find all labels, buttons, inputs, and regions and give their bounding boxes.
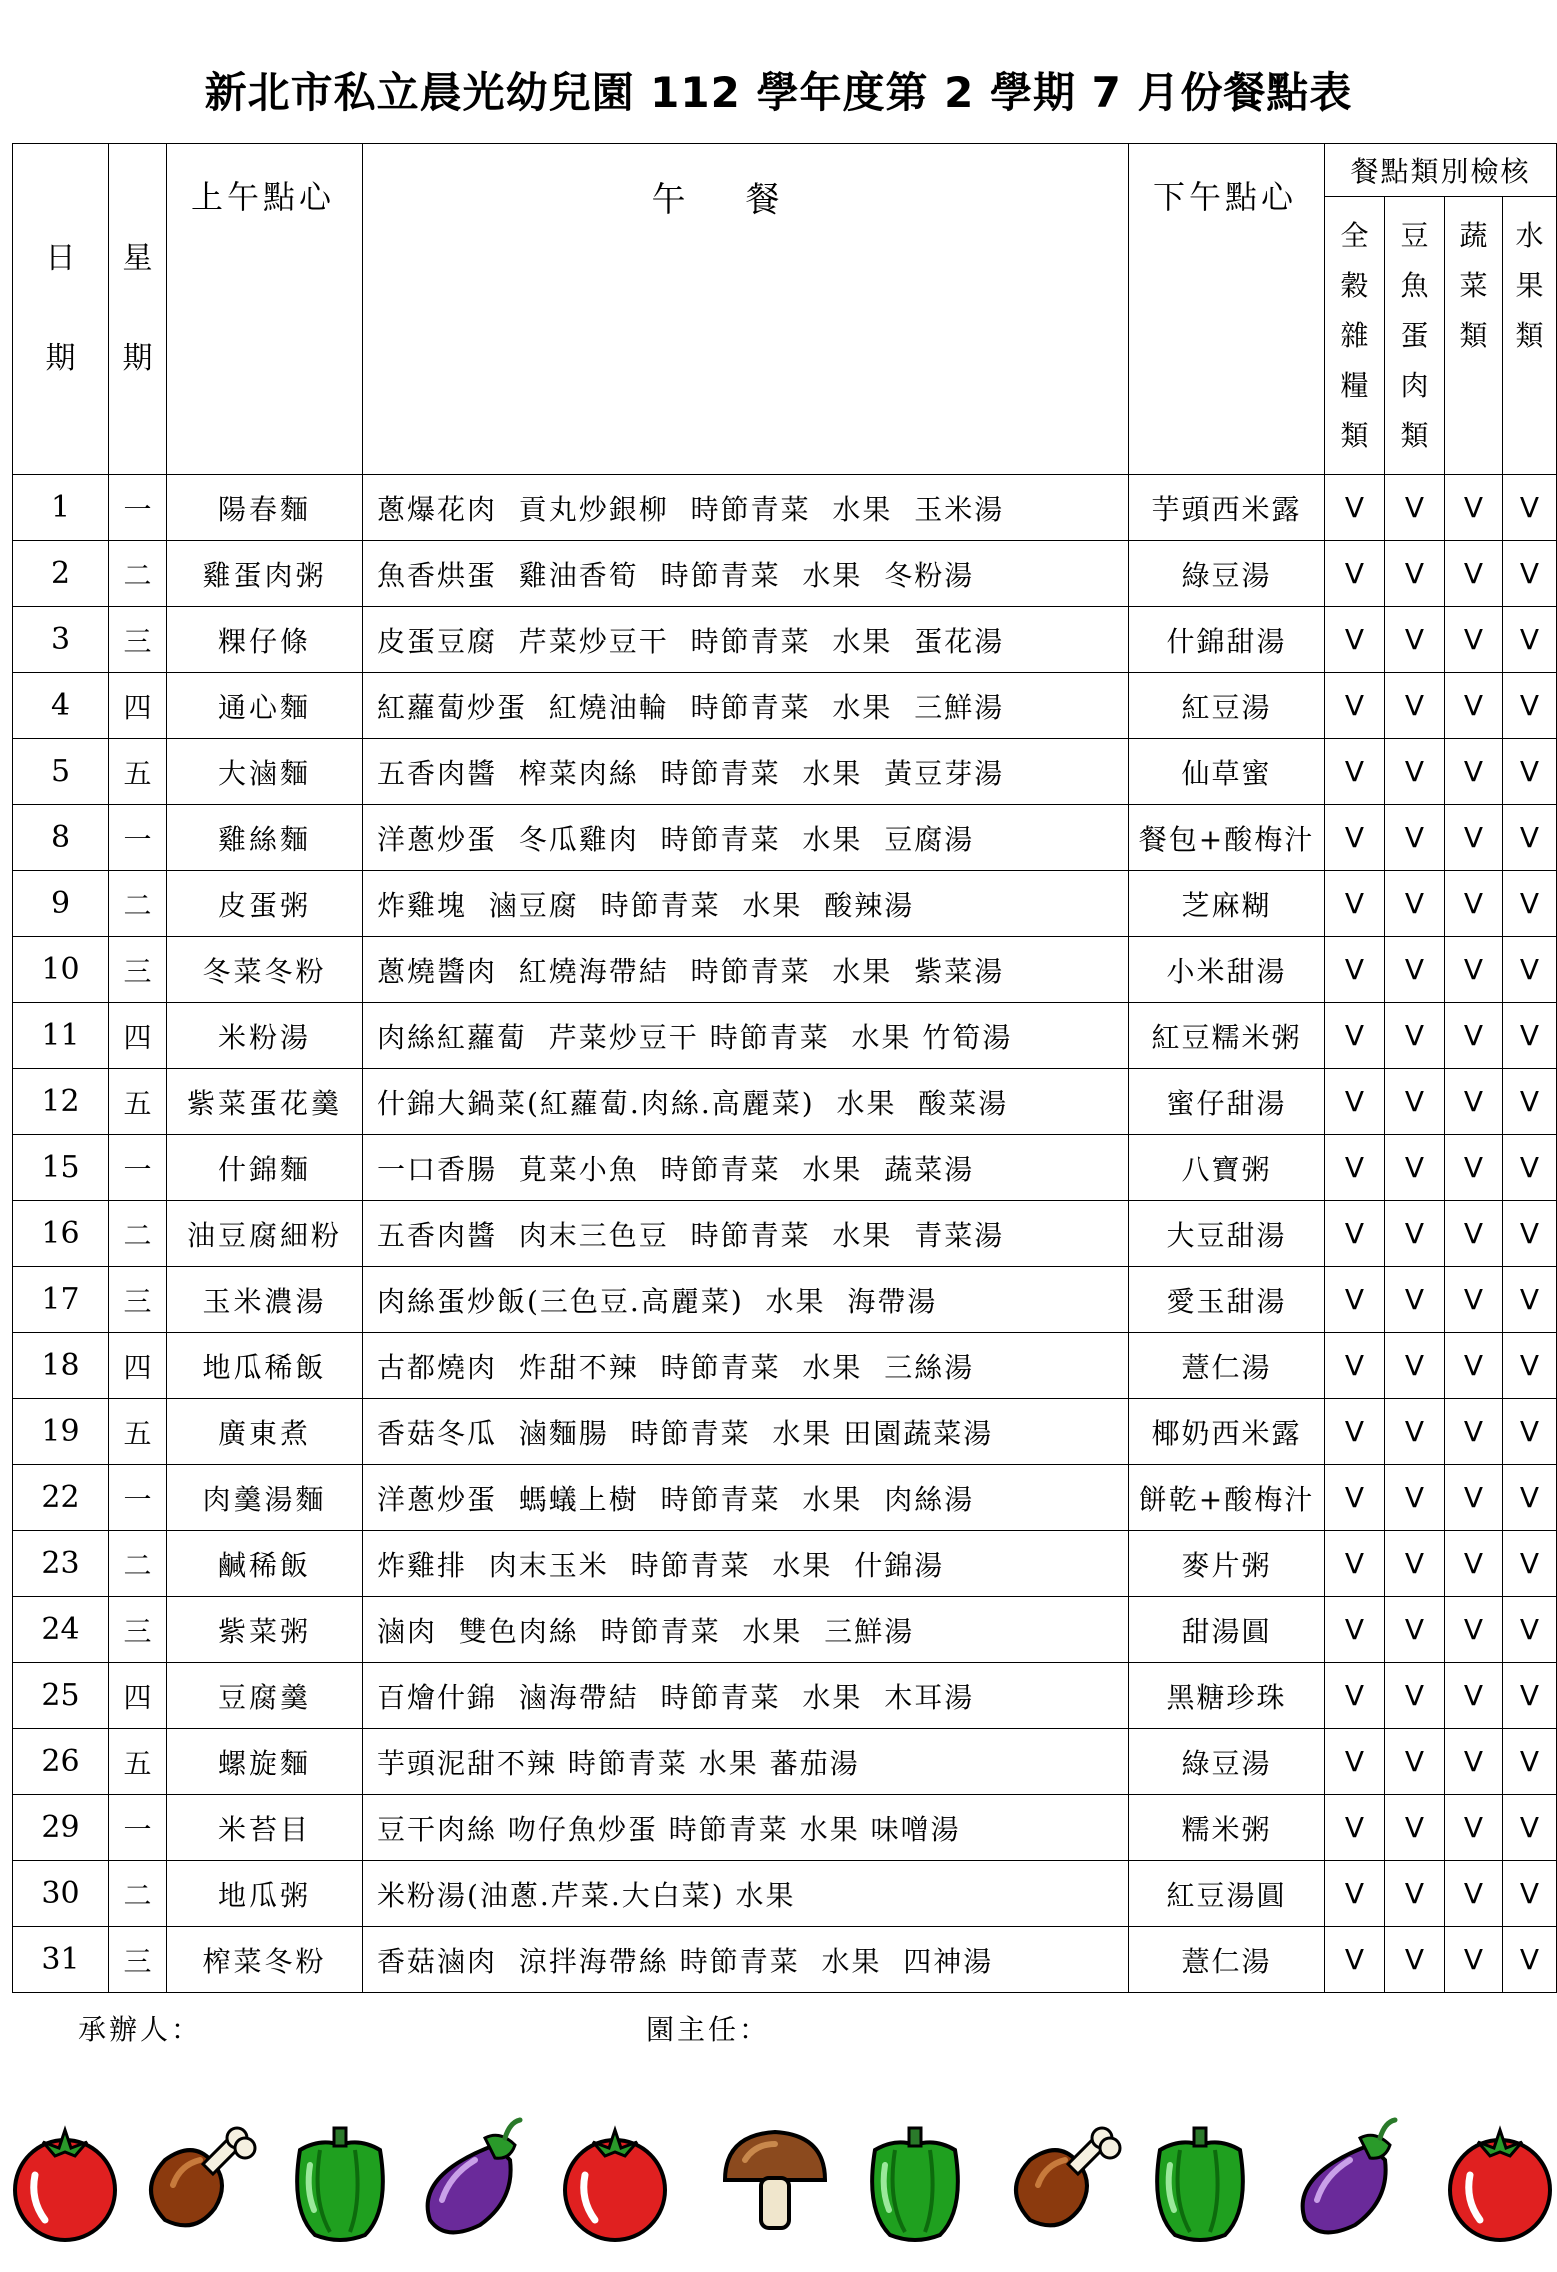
row-morning-snack: 米粉湯 [167,1003,363,1069]
row-check-mark: V [1385,1861,1445,1927]
row-lunch: 洋蔥炒蛋 冬瓜雞肉 時節青菜 水果 豆腐湯 [363,805,1129,871]
row-weekday: 三 [109,1597,167,1663]
row-morning-snack: 玉米濃湯 [167,1267,363,1333]
row-day: 26 [13,1729,109,1795]
row-morning-snack: 米苔目 [167,1795,363,1861]
row-lunch: 紅蘿蔔炒蛋 紅燒油輪 時節青菜 水果 三鮮湯 [363,673,1129,739]
row-check-mark: V [1445,607,1503,673]
row-check-mark: V [1325,1465,1385,1531]
row-check-mark: V [1503,1135,1557,1201]
row-check-mark: V [1445,1531,1503,1597]
row-check-mark: V [1445,1201,1503,1267]
menu-row [13,1069,1557,1135]
row-lunch: 魚香烘蛋 雞油香筍 時節青菜 水果 冬粉湯 [363,541,1129,607]
row-weekday: 三 [109,607,167,673]
row-afternoon-snack: 綠豆湯 [1129,1729,1325,1795]
row-check-mark: V [1445,1927,1503,1993]
row-afternoon-snack: 麥片粥 [1129,1531,1325,1597]
menu-row [13,1795,1557,1861]
row-weekday: 三 [109,1267,167,1333]
menu-row [13,1861,1557,1927]
menu-row [13,1597,1557,1663]
eggplant-icon [428,2120,520,2232]
row-check-mark: V [1325,1333,1385,1399]
row-day: 12 [13,1069,109,1135]
row-lunch: 古都燒肉 炸甜不辣 時節青菜 水果 三絲湯 [363,1333,1129,1399]
row-weekday: 二 [109,1201,167,1267]
row-check-mark: V [1325,1597,1385,1663]
row-day: 16 [13,1201,109,1267]
header-category-fruit: 水 果 類 [1503,197,1557,475]
row-afternoon-snack: 黑糖珍珠 [1129,1663,1325,1729]
menu-row [13,541,1557,607]
row-weekday: 五 [109,1729,167,1795]
row-check-mark: V [1503,541,1557,607]
row-check-mark: V [1325,1663,1385,1729]
row-lunch: 香菇滷肉 涼拌海帶絲 時節青菜 水果 四神湯 [363,1927,1129,1993]
row-check-mark: V [1385,541,1445,607]
row-check-mark: V [1385,739,1445,805]
row-lunch: 芋頭泥甜不辣 時節青菜 水果 蕃茄湯 [363,1729,1129,1795]
food-decoration-border [0,2070,1557,2270]
menu-row [13,805,1557,871]
menu-row [13,937,1557,1003]
row-weekday: 一 [109,475,167,541]
row-check-mark: V [1503,1201,1557,1267]
row-check-mark: V [1325,1003,1385,1069]
row-day: 18 [13,1333,109,1399]
row-check-mark: V [1385,1597,1445,1663]
row-check-mark: V [1325,871,1385,937]
row-afternoon-snack: 仙草蜜 [1129,739,1325,805]
row-day: 29 [13,1795,109,1861]
row-afternoon-snack: 綠豆湯 [1129,541,1325,607]
row-morning-snack: 冬菜冬粉 [167,937,363,1003]
row-check-mark: V [1445,1663,1503,1729]
row-lunch: 皮蛋豆腐 芹菜炒豆干 時節青菜 水果 蛋花湯 [363,607,1129,673]
row-day: 3 [13,607,109,673]
row-afternoon-snack: 蜜仔甜湯 [1129,1069,1325,1135]
row-check-mark: V [1445,1135,1503,1201]
row-day: 31 [13,1927,109,1993]
row-day: 8 [13,805,109,871]
row-weekday: 五 [109,1399,167,1465]
row-check-mark: V [1325,937,1385,1003]
row-day: 19 [13,1399,109,1465]
row-check-mark: V [1445,805,1503,871]
row-check-mark: V [1385,1201,1445,1267]
row-afternoon-snack: 餐包+酸梅汁 [1129,805,1325,871]
row-check-mark: V [1445,1003,1503,1069]
row-check-mark: V [1445,475,1503,541]
row-morning-snack: 什錦麵 [167,1135,363,1201]
row-lunch: 米粉湯(油蔥.芹菜.大白菜) 水果 [363,1861,1129,1927]
tomato-icon [565,2130,665,2240]
menu-row [13,1201,1557,1267]
row-morning-snack: 粿仔條 [167,607,363,673]
drumstick-icon [1016,2128,1120,2225]
row-day: 15 [13,1135,109,1201]
row-check-mark: V [1445,871,1503,937]
row-weekday: 三 [109,1927,167,1993]
row-check-mark: V [1325,1531,1385,1597]
row-check-mark: V [1445,1795,1503,1861]
row-check-mark: V [1325,541,1385,607]
header-lunch: 午餐 [363,144,1129,475]
row-check-mark: V [1325,805,1385,871]
row-morning-snack: 廣東煮 [167,1399,363,1465]
row-afternoon-snack: 紅豆糯米粥 [1129,1003,1325,1069]
row-lunch: 肉絲蛋炒飯(三色豆.高麗菜) 水果 海帶湯 [363,1267,1129,1333]
green-pepper-icon [872,2128,958,2240]
row-check-mark: V [1503,1729,1557,1795]
row-lunch: 蔥燒醬肉 紅燒海帶結 時節青菜 水果 紫菜湯 [363,937,1129,1003]
menu-row [13,871,1557,937]
director-label: 園主任： [646,2013,771,2046]
row-morning-snack: 雞絲麵 [167,805,363,871]
row-lunch: 百燴什錦 滷海帶結 時節青菜 水果 木耳湯 [363,1663,1129,1729]
header-category-grains: 全 穀 雜 糧 類 [1325,197,1385,475]
row-check-mark: V [1325,1795,1385,1861]
row-check-mark: V [1503,805,1557,871]
row-check-mark: V [1503,1531,1557,1597]
row-weekday: 二 [109,541,167,607]
row-check-mark: V [1385,1267,1445,1333]
row-morning-snack: 地瓜粥 [167,1861,363,1927]
row-morning-snack: 油豆腐細粉 [167,1201,363,1267]
menu-row [13,475,1557,541]
row-check-mark: V [1385,1069,1445,1135]
row-check-mark: V [1445,1069,1503,1135]
row-check-mark: V [1385,607,1445,673]
row-check-mark: V [1385,1531,1445,1597]
row-check-mark: V [1503,1069,1557,1135]
row-lunch: 蔥爆花肉 貢丸炒銀柳 時節青菜 水果 玉米湯 [363,475,1129,541]
row-weekday: 一 [109,1795,167,1861]
row-day: 25 [13,1663,109,1729]
row-day: 23 [13,1531,109,1597]
tomato-icon [1450,2130,1550,2240]
mushroom-icon [725,2132,825,2228]
menu-table [12,143,1557,1993]
header-weekday: 星 期 [109,144,167,475]
row-check-mark: V [1503,1861,1557,1927]
row-afternoon-snack: 薏仁湯 [1129,1927,1325,1993]
menu-row [13,1003,1557,1069]
menu-row [13,1927,1557,1993]
eggplant-icon [1303,2120,1395,2232]
header-category-protein: 豆 魚 蛋 肉 類 [1385,197,1445,475]
row-check-mark: V [1445,1399,1503,1465]
row-weekday: 一 [109,1135,167,1201]
row-check-mark: V [1445,541,1503,607]
row-check-mark: V [1503,871,1557,937]
menu-row [13,673,1557,739]
row-weekday: 四 [109,1003,167,1069]
row-check-mark: V [1385,1399,1445,1465]
row-check-mark: V [1385,1663,1445,1729]
row-check-mark: V [1445,1861,1503,1927]
menu-row [13,1729,1557,1795]
row-morning-snack: 皮蛋粥 [167,871,363,937]
row-morning-snack: 榨菜冬粉 [167,1927,363,1993]
row-check-mark: V [1445,1465,1503,1531]
row-check-mark: V [1385,1729,1445,1795]
row-lunch: 五香肉醬 肉末三色豆 時節青菜 水果 青菜湯 [363,1201,1129,1267]
menu-row [13,1135,1557,1201]
menu-row [13,1267,1557,1333]
row-lunch: 滷肉 雙色肉絲 時節青菜 水果 三鮮湯 [363,1597,1129,1663]
row-weekday: 五 [109,739,167,805]
row-check-mark: V [1445,673,1503,739]
row-afternoon-snack: 紅豆湯 [1129,673,1325,739]
signature-line [0,2008,1557,2048]
row-afternoon-snack: 什錦甜湯 [1129,607,1325,673]
row-weekday: 二 [109,871,167,937]
row-check-mark: V [1503,1795,1557,1861]
row-lunch: 五香肉醬 榨菜肉絲 時節青菜 水果 黃豆芽湯 [363,739,1129,805]
row-morning-snack: 紫菜蛋花羹 [167,1069,363,1135]
row-check-mark: V [1503,1663,1557,1729]
menu-row [13,1531,1557,1597]
row-check-mark: V [1445,937,1503,1003]
row-weekday: 三 [109,937,167,1003]
row-check-mark: V [1325,739,1385,805]
row-check-mark: V [1385,1795,1445,1861]
row-check-mark: V [1385,937,1445,1003]
row-afternoon-snack: 椰奶西米露 [1129,1399,1325,1465]
row-day: 17 [13,1267,109,1333]
menu-row [13,1333,1557,1399]
row-check-mark: V [1325,1861,1385,1927]
row-lunch: 一口香腸 莧菜小魚 時節青菜 水果 蔬菜湯 [363,1135,1129,1201]
row-check-mark: V [1325,1135,1385,1201]
row-afternoon-snack: 小米甜湯 [1129,937,1325,1003]
row-day: 22 [13,1465,109,1531]
row-day: 4 [13,673,109,739]
row-day: 5 [13,739,109,805]
row-day: 9 [13,871,109,937]
row-check-mark: V [1503,1399,1557,1465]
row-lunch: 炸雞塊 滷豆腐 時節青菜 水果 酸辣湯 [363,871,1129,937]
row-morning-snack: 陽春麵 [167,475,363,541]
row-day: 11 [13,1003,109,1069]
row-check-mark: V [1503,673,1557,739]
row-check-mark: V [1503,1333,1557,1399]
menu-row [13,1399,1557,1465]
row-check-mark: V [1503,937,1557,1003]
row-check-mark: V [1325,607,1385,673]
page-title: 新北市私立晨光幼兒園 112 學年度第 2 學期 7 月份餐點表 [204,68,1353,117]
row-afternoon-snack: 薏仁湯 [1129,1333,1325,1399]
row-check-mark: V [1503,1465,1557,1531]
row-check-mark: V [1503,739,1557,805]
header-category-vegetable: 蔬 菜 類 [1445,197,1503,475]
row-weekday: 二 [109,1861,167,1927]
row-lunch: 香菇冬瓜 滷麵腸 時節青菜 水果 田園蔬菜湯 [363,1399,1129,1465]
row-afternoon-snack: 八寶粥 [1129,1135,1325,1201]
row-lunch: 豆干肉絲 吻仔魚炒蛋 時節青菜 水果 味噌湯 [363,1795,1129,1861]
row-weekday: 五 [109,1069,167,1135]
undertaker-label: 承辦人： [78,2013,203,2046]
row-afternoon-snack: 大豆甜湯 [1129,1201,1325,1267]
menu-row [13,607,1557,673]
row-check-mark: V [1503,475,1557,541]
row-morning-snack: 螺旋麵 [167,1729,363,1795]
row-check-mark: V [1325,1399,1385,1465]
row-morning-snack: 肉羹湯麵 [167,1465,363,1531]
row-check-mark: V [1503,1597,1557,1663]
row-check-mark: V [1503,1003,1557,1069]
row-check-mark: V [1445,1729,1503,1795]
row-weekday: 四 [109,1663,167,1729]
row-check-mark: V [1325,1267,1385,1333]
row-lunch: 什錦大鍋菜(紅蘿蔔.肉絲.高麗菜) 水果 酸菜湯 [363,1069,1129,1135]
row-check-mark: V [1445,1267,1503,1333]
row-check-mark: V [1385,673,1445,739]
row-afternoon-snack: 愛玉甜湯 [1129,1267,1325,1333]
row-morning-snack: 大滷麵 [167,739,363,805]
row-afternoon-snack: 餅乾+酸梅汁 [1129,1465,1325,1531]
menu-row [13,739,1557,805]
row-check-mark: V [1325,475,1385,541]
row-day: 30 [13,1861,109,1927]
row-check-mark: V [1385,1135,1445,1201]
row-weekday: 四 [109,1333,167,1399]
row-check-mark: V [1385,1003,1445,1069]
row-morning-snack: 雞蛋肉粥 [167,541,363,607]
row-check-mark: V [1385,1333,1445,1399]
green-pepper-icon [1157,2128,1243,2240]
row-day: 24 [13,1597,109,1663]
row-weekday: 四 [109,673,167,739]
row-morning-snack: 鹹稀飯 [167,1531,363,1597]
row-check-mark: V [1325,1927,1385,1993]
row-check-mark: V [1325,1201,1385,1267]
header-check: 餐點類別檢核 [1325,144,1557,197]
row-check-mark: V [1503,1267,1557,1333]
row-check-mark: V [1325,1729,1385,1795]
row-afternoon-snack: 糯米粥 [1129,1795,1325,1861]
row-check-mark: V [1385,1465,1445,1531]
row-check-mark: V [1445,739,1503,805]
row-check-mark: V [1325,1069,1385,1135]
green-pepper-icon [297,2128,383,2240]
row-check-mark: V [1325,673,1385,739]
row-check-mark: V [1445,1333,1503,1399]
row-weekday: 一 [109,805,167,871]
menu-row [13,1663,1557,1729]
row-day: 10 [13,937,109,1003]
row-morning-snack: 通心麵 [167,673,363,739]
row-morning-snack: 豆腐羹 [167,1663,363,1729]
row-day: 1 [13,475,109,541]
row-weekday: 一 [109,1465,167,1531]
row-morning-snack: 紫菜粥 [167,1597,363,1663]
drumstick-icon [151,2128,255,2225]
row-afternoon-snack: 甜湯圓 [1129,1597,1325,1663]
tomato-icon [15,2130,115,2240]
row-lunch: 肉絲紅蘿蔔 芹菜炒豆干 時節青菜 水果 竹筍湯 [363,1003,1129,1069]
header-afternoon-snack: 下午點心 [1129,144,1325,475]
header-morning-snack: 上午點心 [167,144,363,475]
row-afternoon-snack: 紅豆湯圓 [1129,1861,1325,1927]
header-day: 日 期 [13,144,109,475]
row-lunch: 炸雞排 肉末玉米 時節青菜 水果 什錦湯 [363,1531,1129,1597]
row-morning-snack: 地瓜稀飯 [167,1333,363,1399]
row-day: 2 [13,541,109,607]
row-check-mark: V [1385,871,1445,937]
row-check-mark: V [1503,607,1557,673]
row-check-mark: V [1503,1927,1557,1993]
row-weekday: 二 [109,1531,167,1597]
menu-row [13,1465,1557,1531]
row-lunch: 洋蔥炒蛋 螞蟻上樹 時節青菜 水果 肉絲湯 [363,1465,1129,1531]
row-check-mark: V [1385,805,1445,871]
row-check-mark: V [1385,475,1445,541]
row-afternoon-snack: 芋頭西米露 [1129,475,1325,541]
row-check-mark: V [1385,1927,1445,1993]
row-check-mark: V [1445,1597,1503,1663]
row-afternoon-snack: 芝麻糊 [1129,871,1325,937]
